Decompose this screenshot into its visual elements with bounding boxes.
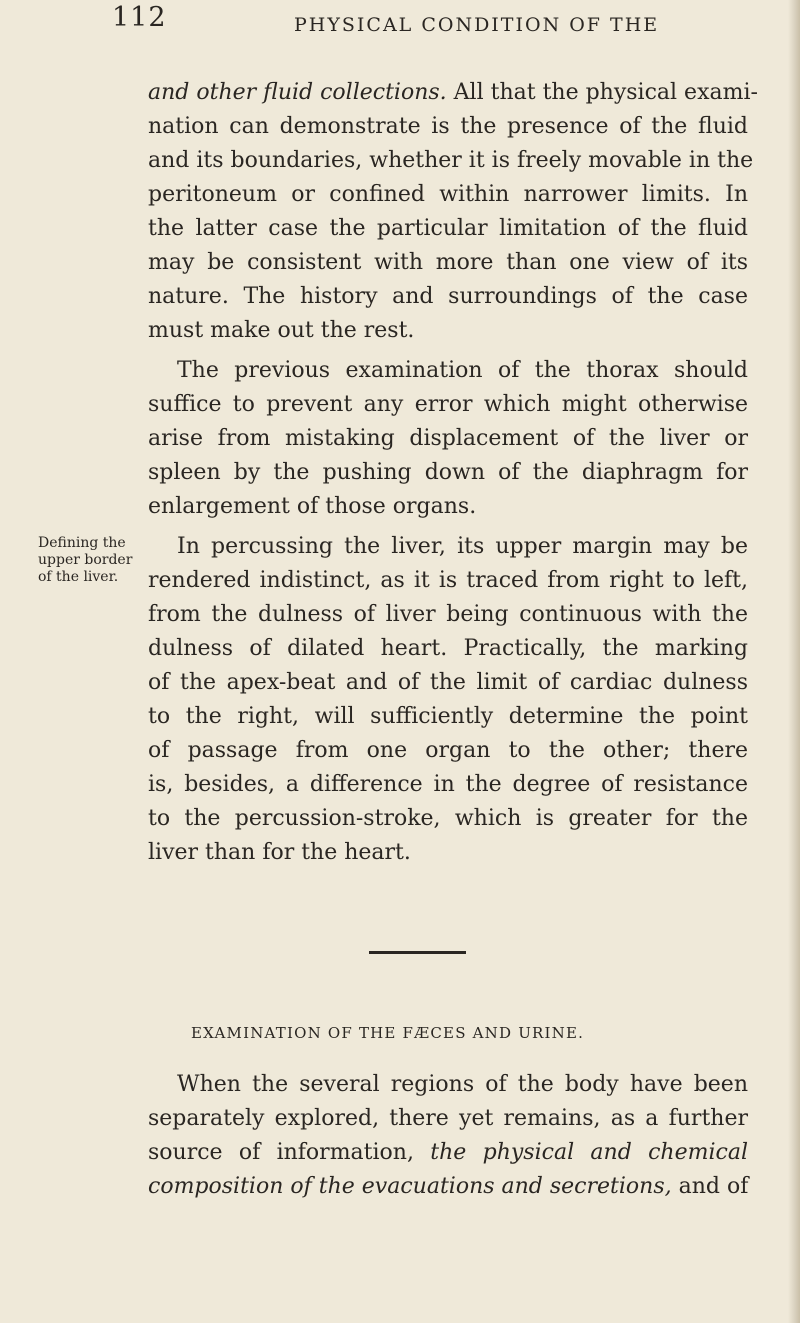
page-header	[0, 0, 800, 60]
text-run: source of information,	[148, 1140, 431, 1165]
italic-phrase: and other fluid collections.	[148, 80, 447, 105]
body-line: nation can demonstrate is the presence of the fluid	[148, 114, 748, 139]
body-line: from the dulness of liver being continuous with the	[148, 602, 748, 627]
body-line: the latter case the particular limitation of the fluid	[148, 216, 748, 241]
body-line: suffice to prevent any error which might otherwise	[148, 392, 748, 417]
body-line: to the percussion-stroke, which is greater for the	[148, 806, 748, 831]
italic-phrase: composition of the evacuations and secretions,	[148, 1174, 672, 1199]
body-line: The previous examination of the thorax should	[177, 358, 748, 383]
body-line: of the apex-beat and of the limit of cardiac dulness	[148, 670, 748, 695]
margin-note	[38, 535, 132, 586]
margin-note-line: upper border	[38, 552, 133, 568]
body-line: When the several regions of the body have been	[177, 1072, 748, 1097]
page-edge	[788, 0, 800, 1323]
body-line	[148, 1136, 748, 1170]
margin-note-line: of the liver.	[38, 569, 119, 585]
body-line: spleen by the pushing down of the diaphragm for	[148, 460, 748, 485]
body-line: may be consistent with more than one view of its	[148, 250, 748, 275]
italic-phrase: the physical and chemical	[430, 1140, 748, 1165]
body-line: enlargement of those organs.	[148, 494, 477, 519]
body-line: dulness of dilated heart. Practically, the marking	[148, 636, 748, 661]
text-run: All that the physical exami-	[446, 80, 758, 105]
body-line: to the right, will sufficiently determine the point	[148, 704, 748, 729]
body-line: In percussing the liver, its upper margin may be	[177, 534, 748, 559]
body-line: peritoneum or confined within narrower limits. In	[148, 182, 748, 207]
page-number: 112	[112, 2, 167, 33]
body-line: and its boundaries, whether it is freely movable in the	[148, 148, 754, 173]
body-line: rendered indistinct, as it is traced from right to left,	[148, 568, 748, 593]
body-line: is, besides, a difference in the degree of resistance	[148, 772, 748, 797]
section-heading: EXAMINATION OF THE FÆCES AND URINE.	[191, 1024, 585, 1042]
body-line: nature. The history and surroundings of the case	[148, 284, 748, 309]
body-line	[148, 1170, 748, 1204]
body-line: must make out the rest.	[148, 318, 415, 343]
margin-note-line: Defining the	[38, 535, 126, 551]
text-run: and of	[671, 1174, 749, 1199]
body-line: separately explored, there yet remains, as a further	[148, 1106, 748, 1131]
section-rule	[369, 951, 466, 954]
running-head: PHYSICAL CONDITION OF THE	[294, 14, 660, 36]
paragraph-1-line-1	[148, 76, 758, 110]
body-line: liver than for the heart.	[148, 840, 411, 865]
body-line: arise from mistaking displacement of the liver or	[148, 426, 748, 451]
body-line: of passage from one organ to the other; there	[148, 738, 748, 763]
